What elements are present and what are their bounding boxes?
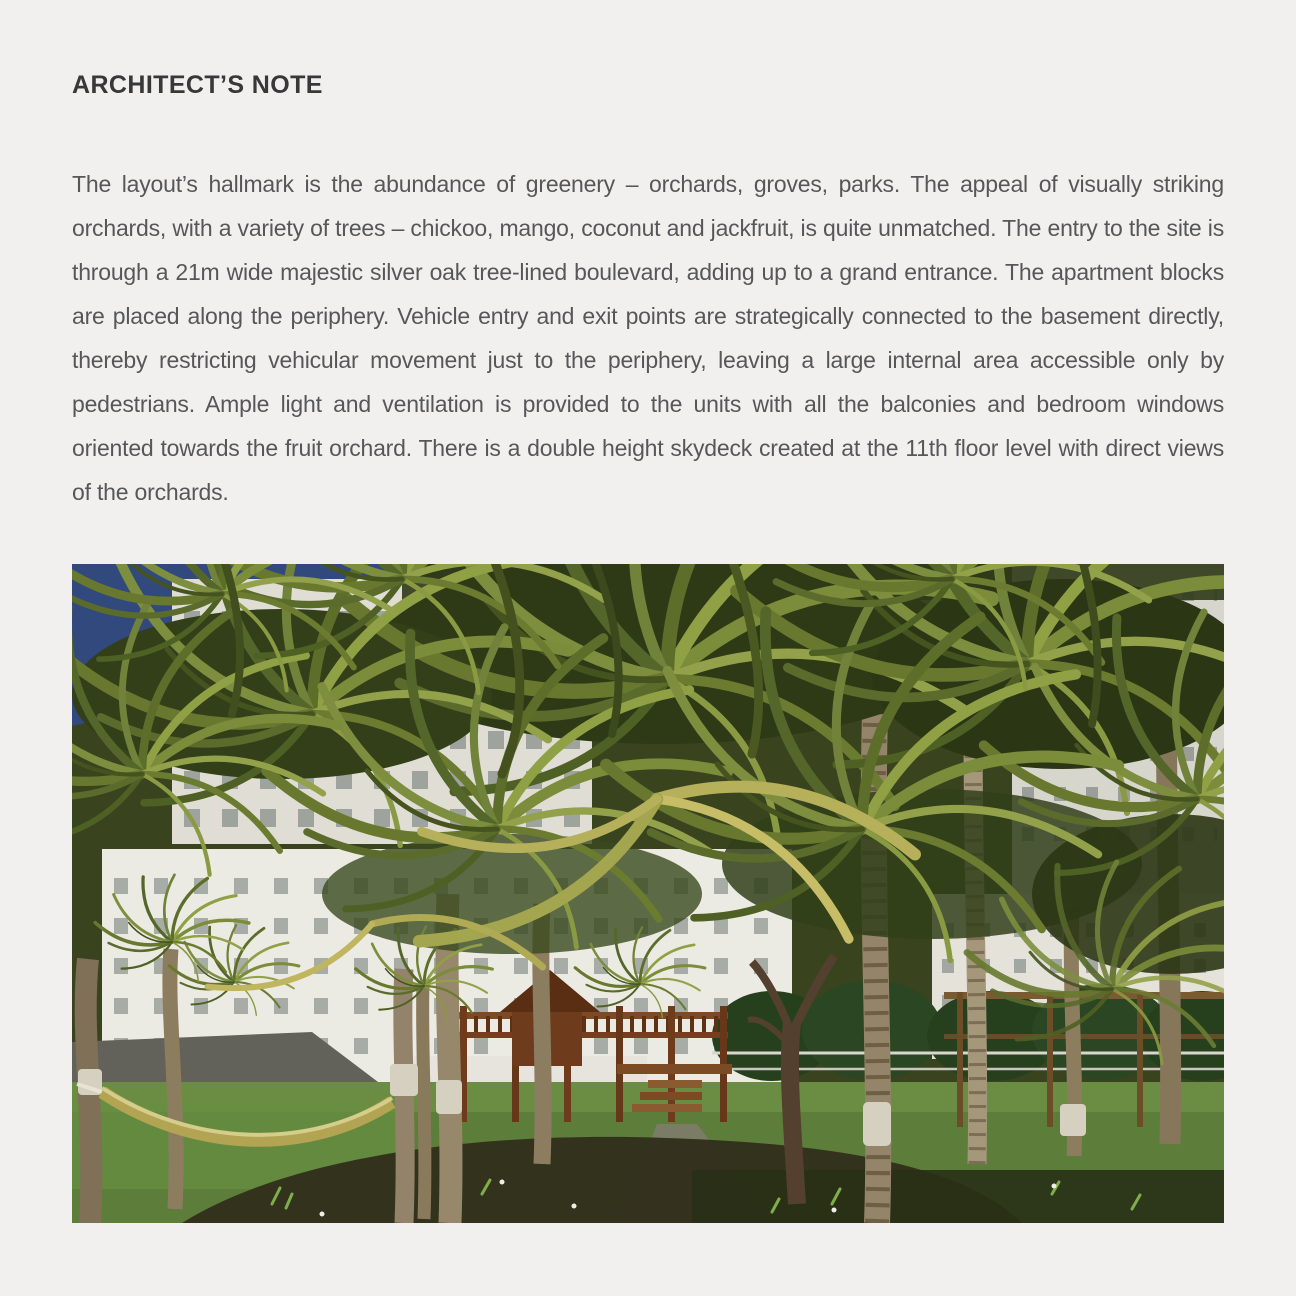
page-title: ARCHITECT’S NOTE: [72, 71, 323, 99]
brochure-page: [72, 0, 1224, 1223]
orchard-photo-illustration: [72, 564, 1224, 1223]
orchard-photo: [72, 564, 1224, 1223]
architects-note-paragraph: The layout’s hallmark is the abundance of greenery – orchards, groves, parks. The appeal of visually striking orchards, with a variety of trees – chickoo, mango, coconut and jackfruit, is quite unmatched. The entry to the site is through a 21m wide majestic silver oak tree-lined boulevard, adding up to a grand entrance. The apartment blocks are placed along the periphery. Vehicle entry and exit points are strategically connected to the basement directly, thereby restricting vehicular movement just to the periphery, leaving a large internal area accessible only by pedestrians. Ample light and ventilation is provided to the units with all the balconies and bedroom windows oriented towards the fruit orchard. There is a double height skydeck created at the 11th floor level with direct views of the orchards.: [72, 171, 1224, 505]
